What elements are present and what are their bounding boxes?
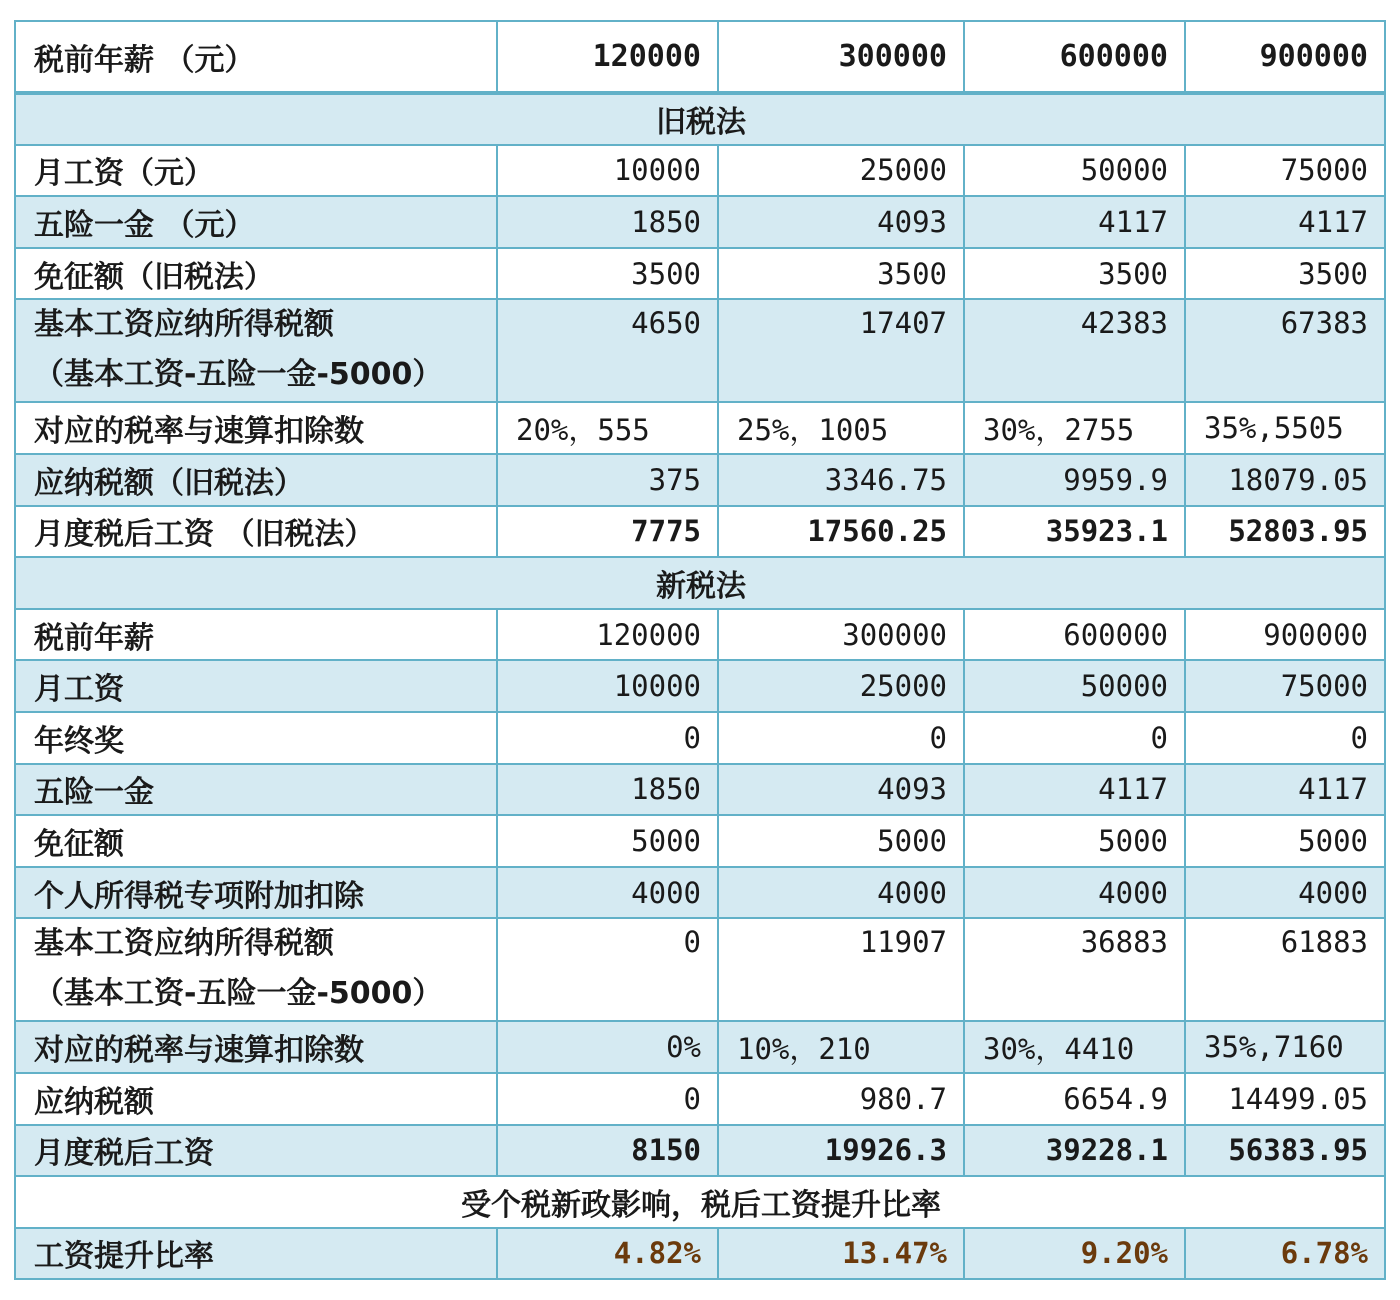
cell: 0% xyxy=(497,1021,718,1073)
cell: 3346.75 xyxy=(718,454,964,506)
cell: 35%,5505 xyxy=(1185,402,1385,454)
impact-title-row xyxy=(15,1176,1385,1228)
cell: 4117 xyxy=(1185,196,1385,248)
cell: 3500 xyxy=(964,248,1185,300)
cell: 375 xyxy=(497,454,718,506)
cell: 0 xyxy=(964,712,1185,764)
cell: 14499.05 xyxy=(1185,1073,1385,1125)
table-row xyxy=(15,145,1385,197)
cell: 17560.25 xyxy=(718,506,964,558)
cell: 4117 xyxy=(1185,764,1385,816)
table-row xyxy=(15,764,1385,816)
cell: 300000 xyxy=(718,609,964,661)
cell: 0 xyxy=(718,712,964,764)
row-label: 免征额（旧税法） xyxy=(15,248,497,300)
cell: 42383 xyxy=(964,299,1185,402)
table-row xyxy=(15,609,1385,661)
old-section-title: 旧税法 xyxy=(15,93,1385,145)
cell: 0 xyxy=(497,1073,718,1125)
table-row xyxy=(15,815,1385,867)
cell: 1850 xyxy=(497,196,718,248)
cell: 25000 xyxy=(718,660,964,712)
new-section-title: 新税法 xyxy=(15,557,1385,609)
cell: 9.20% xyxy=(964,1228,1185,1280)
cell: 4093 xyxy=(718,764,964,816)
old-section-title-row xyxy=(15,93,1385,145)
cell: 30%，2755 xyxy=(964,402,1185,454)
table-row xyxy=(15,1125,1385,1177)
cell: 67383 xyxy=(1185,299,1385,402)
table-row xyxy=(15,248,1385,300)
row-label: 税前年薪 xyxy=(15,609,497,661)
salary-tax-comparison-table xyxy=(14,20,1386,1280)
table-row xyxy=(15,454,1385,506)
cell: 4000 xyxy=(964,867,1185,919)
cell: 50000 xyxy=(964,145,1185,197)
row-label: 月度税后工资 xyxy=(15,1125,497,1177)
cell: 5000 xyxy=(497,815,718,867)
cell: 18079.05 xyxy=(1185,454,1385,506)
cell: 25000 xyxy=(718,145,964,197)
cell: 5000 xyxy=(964,815,1185,867)
header-row xyxy=(15,21,1385,93)
cell: 7775 xyxy=(497,506,718,558)
cell: 4650 xyxy=(497,299,718,402)
cell: 35923.1 xyxy=(964,506,1185,558)
cell: 10%，210 xyxy=(718,1021,964,1073)
cell: 4000 xyxy=(497,867,718,919)
table-row xyxy=(15,918,1385,1021)
table-row xyxy=(15,506,1385,558)
cell: 6.78% xyxy=(1185,1228,1385,1280)
cell: 35%,7160 xyxy=(1185,1021,1385,1073)
table-row xyxy=(15,299,1385,402)
row-label: 月工资（元） xyxy=(15,145,497,197)
cell: 56383.95 xyxy=(1185,1125,1385,1177)
row-label-line1: 基本工资应纳所得税额 xyxy=(34,307,334,343)
row-label-line2: （基本工资-五险一金-5000） xyxy=(34,357,443,393)
cell: 36883 xyxy=(964,918,1185,1021)
cell: 20%，555 xyxy=(497,402,718,454)
table-row xyxy=(15,196,1385,248)
cell: 980.7 xyxy=(718,1073,964,1125)
new-section-title-row xyxy=(15,557,1385,609)
cell: 61883 xyxy=(1185,918,1385,1021)
cell: 75000 xyxy=(1185,660,1385,712)
cell: 10000 xyxy=(497,145,718,197)
table-row xyxy=(15,712,1385,764)
cell: 4117 xyxy=(964,196,1185,248)
cell: 30%，4410 xyxy=(964,1021,1185,1073)
cell: 5000 xyxy=(718,815,964,867)
cell: 4000 xyxy=(718,867,964,919)
cell: 3500 xyxy=(497,248,718,300)
cell: 1850 xyxy=(497,764,718,816)
cell: 13.47% xyxy=(718,1228,964,1280)
cell: 3500 xyxy=(1185,248,1385,300)
cell: 600000 xyxy=(964,609,1185,661)
cell: 5000 xyxy=(1185,815,1385,867)
cell: 25%，1005 xyxy=(718,402,964,454)
cell: 0 xyxy=(497,712,718,764)
impact-title: 受个税新政影响，税后工资提升比率 xyxy=(15,1176,1385,1228)
cell: 8150 xyxy=(497,1125,718,1177)
row-label: 个人所得税专项附加扣除 xyxy=(15,867,497,919)
cell: 3500 xyxy=(718,248,964,300)
cell: 11907 xyxy=(718,918,964,1021)
table-row xyxy=(15,402,1385,454)
header-label: 税前年薪 （元） xyxy=(15,21,497,93)
row-label: 五险一金 （元） xyxy=(15,196,497,248)
cell: 10000 xyxy=(497,660,718,712)
cell: 52803.95 xyxy=(1185,506,1385,558)
row-label: 应纳税额（旧税法） xyxy=(15,454,497,506)
cell: 4117 xyxy=(964,764,1185,816)
row-label-line1: 基本工资应纳所得税额 xyxy=(34,926,334,962)
row-label: 对应的税率与速算扣除数 xyxy=(15,402,497,454)
table-row xyxy=(15,1073,1385,1125)
cell: 9959.9 xyxy=(964,454,1185,506)
cell: 4.82% xyxy=(497,1228,718,1280)
header-value: 900000 xyxy=(1185,21,1385,93)
cell: 0 xyxy=(497,918,718,1021)
table-row xyxy=(15,867,1385,919)
row-label: 应纳税额 xyxy=(15,1073,497,1125)
cell: 4093 xyxy=(718,196,964,248)
cell: 39228.1 xyxy=(964,1125,1185,1177)
row-label: 免征额 xyxy=(15,815,497,867)
table-row xyxy=(15,1021,1385,1073)
table-row xyxy=(15,1228,1385,1280)
cell: 6654.9 xyxy=(964,1073,1185,1125)
row-label xyxy=(15,918,497,1021)
cell: 4000 xyxy=(1185,867,1385,919)
row-label: 工资提升比率 xyxy=(15,1228,497,1280)
row-label: 对应的税率与速算扣除数 xyxy=(15,1021,497,1073)
cell: 75000 xyxy=(1185,145,1385,197)
row-label: 月度税后工资 （旧税法） xyxy=(15,506,497,558)
header-value: 120000 xyxy=(497,21,718,93)
row-label: 月工资 xyxy=(15,660,497,712)
header-value: 600000 xyxy=(964,21,1185,93)
cell: 0 xyxy=(1185,712,1385,764)
row-label: 年终奖 xyxy=(15,712,497,764)
table-row xyxy=(15,660,1385,712)
row-label-line2: （基本工资-五险一金-5000） xyxy=(34,976,443,1012)
cell: 120000 xyxy=(497,609,718,661)
cell: 19926.3 xyxy=(718,1125,964,1177)
header-value: 300000 xyxy=(718,21,964,93)
cell: 50000 xyxy=(964,660,1185,712)
row-label: 五险一金 xyxy=(15,764,497,816)
row-label xyxy=(15,299,497,402)
cell: 900000 xyxy=(1185,609,1385,661)
cell: 17407 xyxy=(718,299,964,402)
